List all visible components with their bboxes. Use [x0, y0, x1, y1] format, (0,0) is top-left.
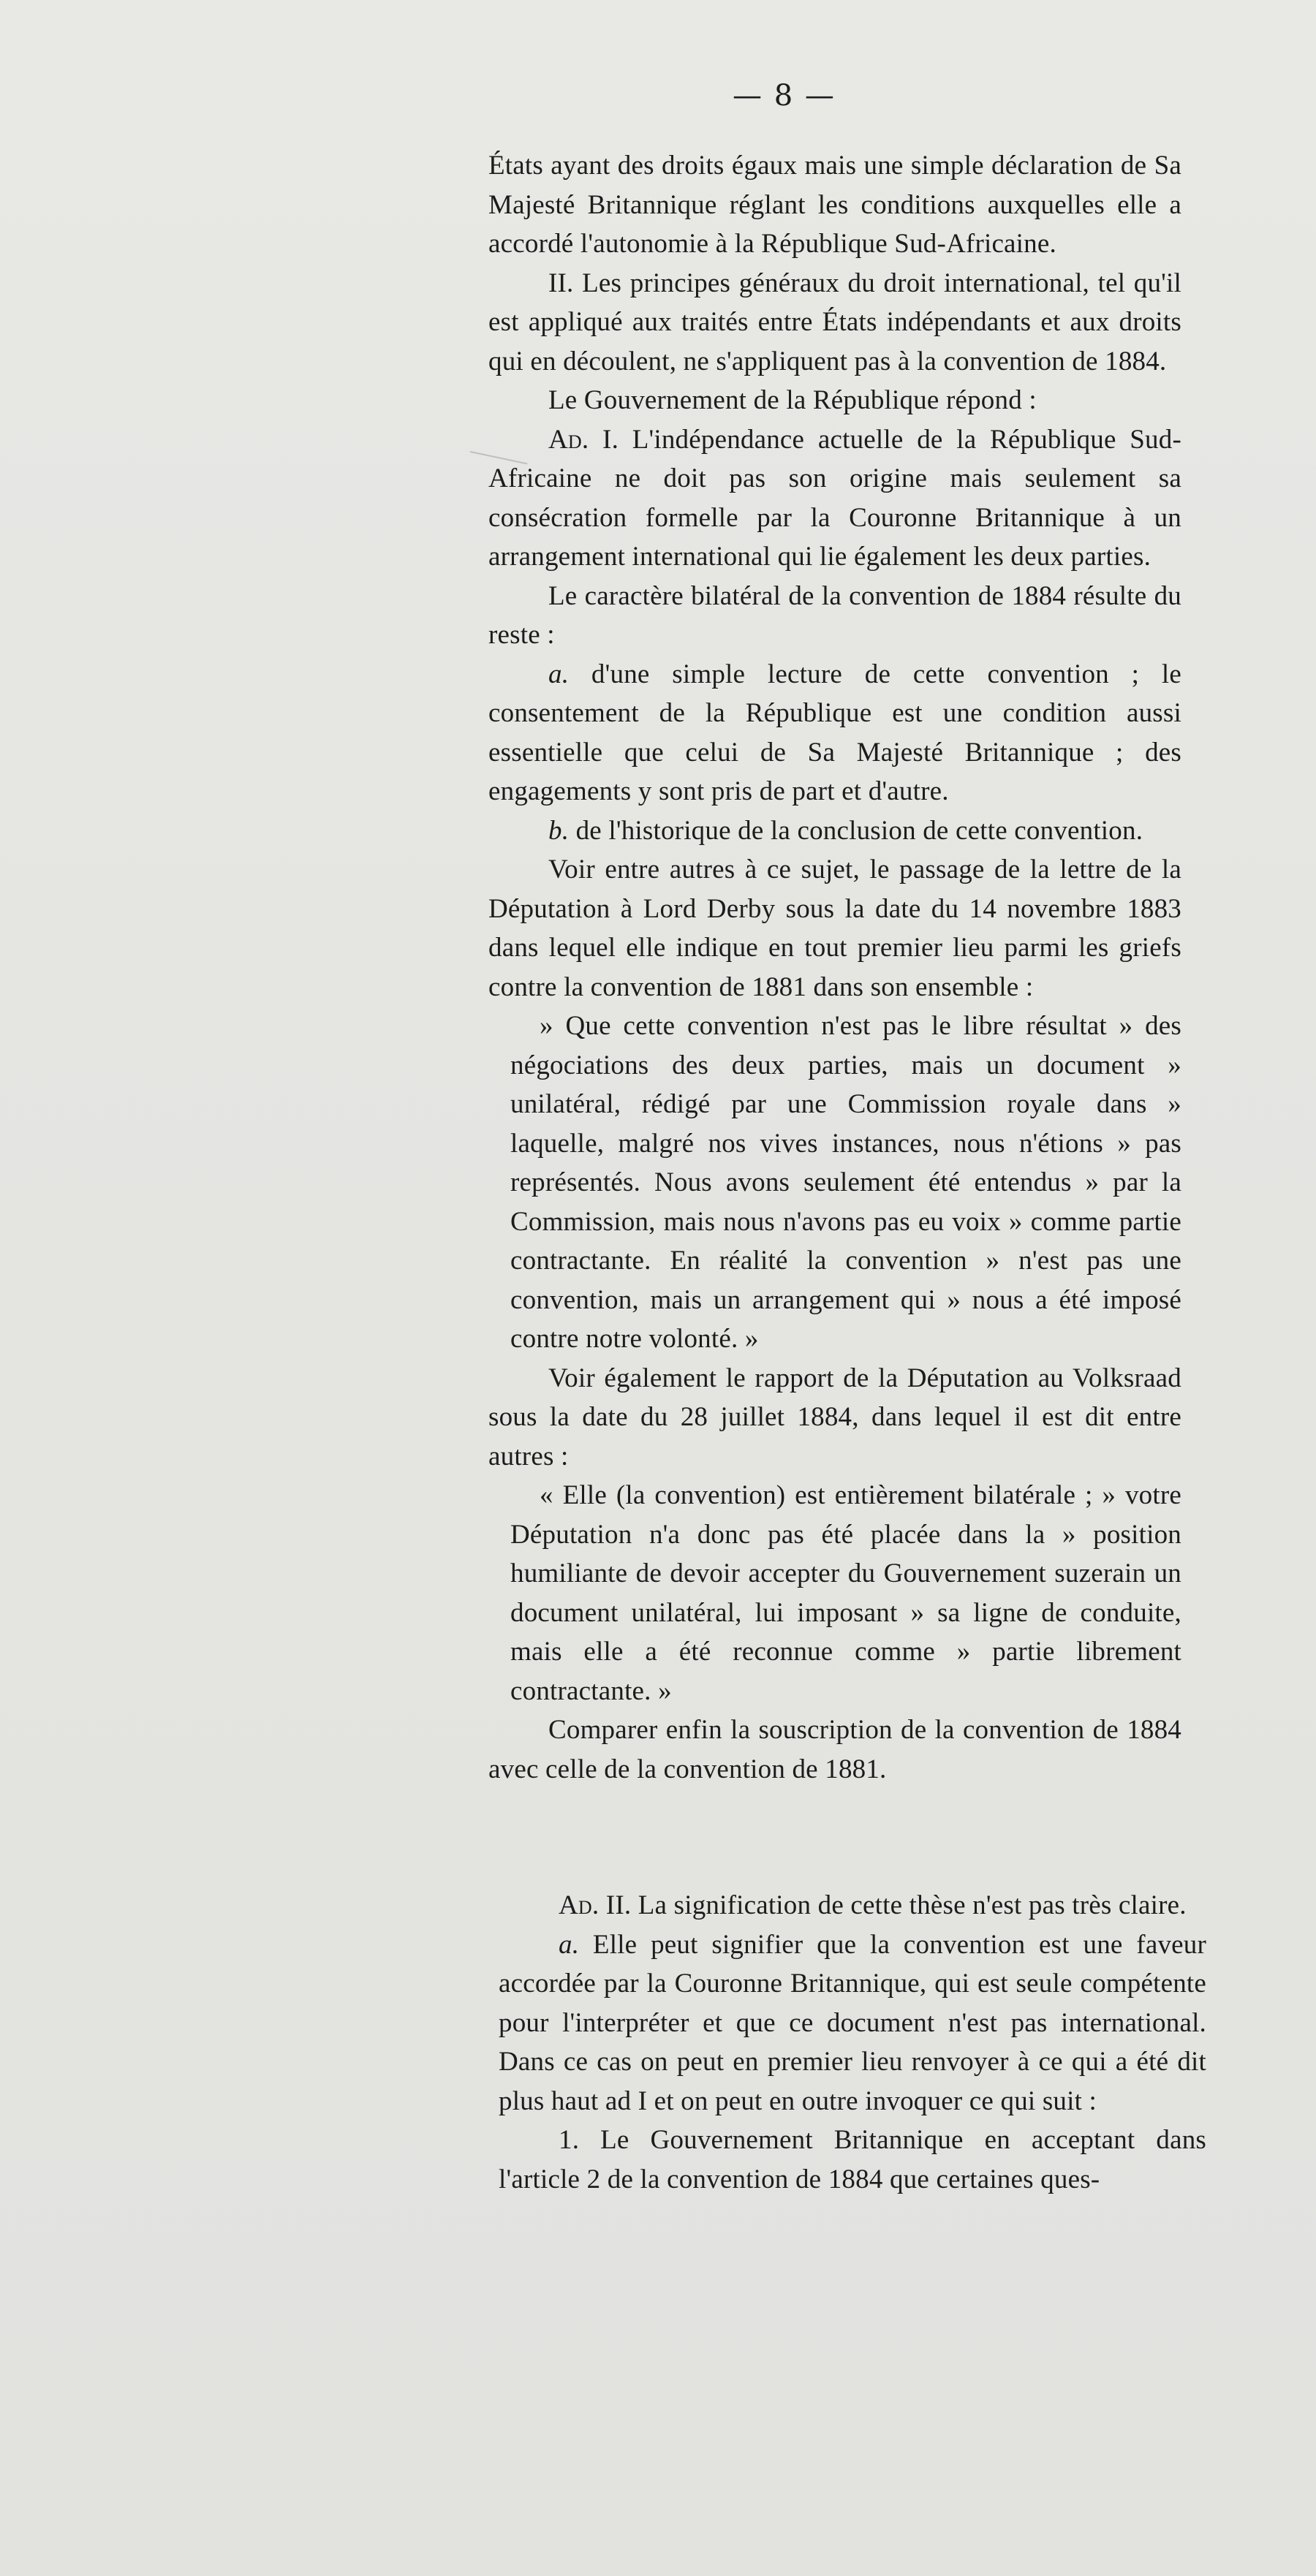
paragraph-lead: a.: [548, 659, 570, 689]
paragraph-lead: Ad. II.: [559, 1890, 632, 1920]
paragraph: Ad. II. La signification de cette thèse n'est pas très claire.: [559, 1890, 1187, 1920]
paragraph: États ayant des droits égaux mais une simple déclaration de Sa Majesté Britannique réglant les conditions auxquelles elle a accordé l'autonomie à la République Sud-Africaine.: [488, 151, 1181, 259]
paragraph: a. d'une simple lecture de cette convention ; le consentement de la République est une condition aussi essentielle que celui de Sa Majesté Britannique ; des engagements y sont pris de part et d'autre.: [488, 659, 1181, 806]
paragraph: II. Les principes généraux du droit international, tel qu'il est appliqué aux traités entre États indépendants et aux droits qui en découlent, ne s'appliquent pas à la convention de 1884.: [488, 268, 1181, 376]
paragraph: Le Gouvernement de la République répond :: [548, 385, 1037, 415]
paragraph: Comparer enfin la souscription de la convention de 1884 avec celle de la convention de 1881.: [488, 1715, 1181, 1784]
paragraph: Voir entre autres à ce sujet, le passage de la lettre de la Députation à Lord Derby sous la date du 14 novembre 1883 dans lequel elle indique en tout premier lieu parmi les griefs contre la convention de 1881 dans son ensemble :: [488, 855, 1181, 1002]
paragraph: 1. Le Gouvernement Britannique en acceptant dans l'article 2 de la convention de 1884 que certaines ques-: [499, 2125, 1206, 2194]
paragraph: Ad. I. L'indépendance actuelle de la République Sud-Africaine ne doit pas son origine mais seulement sa consécration formelle par la Couronne Britannique à un arrangement international qui lie également les deux parties.: [488, 424, 1181, 572]
paragraph-lead: Ad. I.: [548, 424, 619, 455]
quotation: « Elle (la convention) est entièrement bilatérale ; » votre Députation n'a donc pas été placée dans la » position humiliante de devoir accepter du Gouvernement suzerain un document unilatéral, lui imposant » sa ligne de conduite, mais elle a été reconnue comme » partie librement contractante. »: [510, 1480, 1181, 1706]
paragraph: Le caractère bilatéral de la convention de 1884 résulte du reste :: [488, 580, 1181, 650]
body-text-lower: [499, 1886, 1206, 2199]
quotation: » Que cette convention n'est pas le libre résultat » des négociations des deux parties, mais un document » unilatéral, rédigé par une Commission royale dans » laquelle, malgré nos vives instances, nous n'étions » pas représentés. Nous avons seulement été entendus » par la Commission, mais nous n'avons pas eu voix » comme partie contractante. En réalité la convention » n'est pas une convention, mais un arrangement qui » nous a été imposé contre notre volonté. »: [510, 1011, 1181, 1354]
paragraph: a. Elle peut signifier que la convention est une faveur accordée par la Couronne Britannique, qui est seule compétente pour l'interpréter et que ce document n'est pas international. Dans ce cas on peut en premier lieu renvoyer à ce qui a été dit plus haut ad I et on peut en outre invoquer ce qui suit :: [499, 1929, 1206, 2116]
page-number: — 8 —: [733, 79, 836, 113]
paragraph-lead: b.: [548, 815, 570, 846]
paragraph: b. de l'historique de la conclusion de cette convention.: [548, 815, 1143, 846]
paragraph: Voir également le rapport de la Députation au Volksraad sous la date du 28 juillet 1884, dans lequel il est dit entre autres :: [488, 1363, 1181, 1471]
paragraph-lead: a.: [559, 1929, 580, 1960]
body-text-upper: [488, 146, 1181, 1789]
